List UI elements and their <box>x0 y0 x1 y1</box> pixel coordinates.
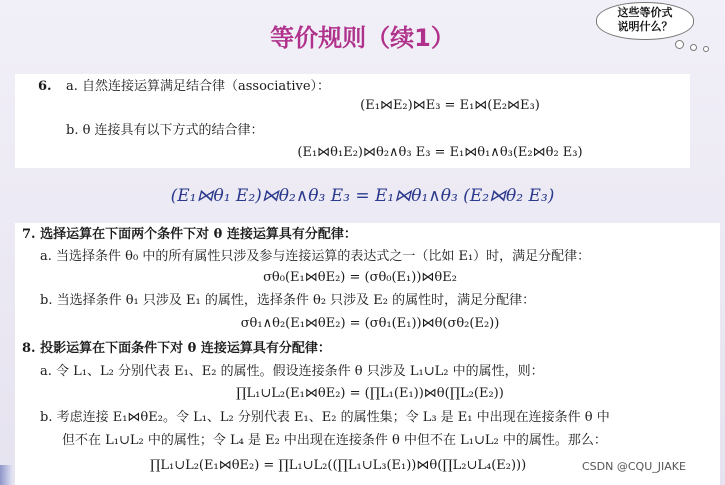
callout-line-1: 这些等价式 <box>617 6 673 19</box>
thought-bubble-dot <box>675 40 684 49</box>
rule-7b-formula: σθ₁∧θ₂(E₁⋈θE₂) = (σθ₁(E₁))⋈θ(σθ₂(E₂)) <box>240 316 500 331</box>
rule-8b-formula: ∏L₁∪L₂(E₁⋈θE₂) = ∏L₁∪L₂((∏L₁∪L₃(E₁))⋈θ(∏L₂∪L₄(E₂))) <box>150 458 527 473</box>
highlighted-formula: (E₁⋈θ₁ E₂)⋈θ₂∧θ₃ E₃ = E₁⋈θ₁∧θ₃ (E₂⋈θ₂ E₃) <box>170 186 555 206</box>
rule-6b-formula: (E₁⋈θ₁E₂)⋈θ₂∧θ₃ E₃ = E₁⋈θ₁∧θ₃(E₂⋈θ₂ E₃) <box>297 145 583 160</box>
rule-8a-formula: ∏L₁∪L₂(E₁⋈θE₂) = (∏L₁(E₁))⋈θ(∏L₂(E₂)) <box>236 386 504 401</box>
rule-7-heading: 7. 选择运算在下面两个条件下对 θ 连接运算具有分配律： <box>22 227 357 242</box>
rule-8b-text-1: b. 考虑连接 E₁⋈θE₂。令 L₁、L₂ 分别代表 E₁、E₂ 的属性集；令 L₃ 是 E₁ 中出现在连接条件 θ 中 <box>40 410 610 425</box>
rule-8-heading: 8. 投影运算在下面条件下对 θ 连接运算具有分配律： <box>22 341 331 356</box>
rule-6-number: 6. <box>38 79 52 94</box>
callout-line-2: 说明什么？ <box>617 20 673 33</box>
slide-title: 等价规则（续1） <box>270 24 455 52</box>
thought-bubble-dot <box>703 46 709 52</box>
rule-6a-text: a. 自然连接运算满足结合律（associative）： <box>66 79 331 94</box>
rule-8a-text: a. 令 L₁、L₂ 分别代表 E₁、E₂ 的属性。假设连接条件 θ 只涉及 L₁∪L₂ 中的属性，则： <box>40 364 544 379</box>
rule-7a-formula: σθ₀(E₁⋈θE₂) = (σθ₀(E₁))⋈θE₂ <box>263 270 457 285</box>
watermark: CSDN @CQU_JIAKE <box>582 460 686 473</box>
rule-7b-text: b. 当选择条件 θ₁ 只涉及 E₁ 的属性，选择条件 θ₂ 只涉及 E₂ 的属性时，满足分配律： <box>40 293 536 308</box>
thought-bubble-callout <box>596 2 694 40</box>
thought-bubble-dot <box>690 44 697 51</box>
rule-6a-formula: (E₁⋈E₂)⋈E₃ = E₁⋈(E₂⋈E₃) <box>360 98 540 113</box>
rule-7a-text: a. 当选择条件 θ₀ 中的所有属性只涉及参与连接运算的表达式之一（比如 E₁）时，满足分配律： <box>40 249 591 264</box>
rule-6b-text: b. θ 连接具有以下方式的结合律： <box>66 123 264 138</box>
rule-8b-text-2: 但不在 L₁∪L₂ 中的属性；令 L₄ 是 E₂ 中出现在连接条件 θ 中但不在 L₁∪L₂ 中的属性。那么： <box>62 433 607 448</box>
slide-edge-decoration <box>0 465 12 485</box>
